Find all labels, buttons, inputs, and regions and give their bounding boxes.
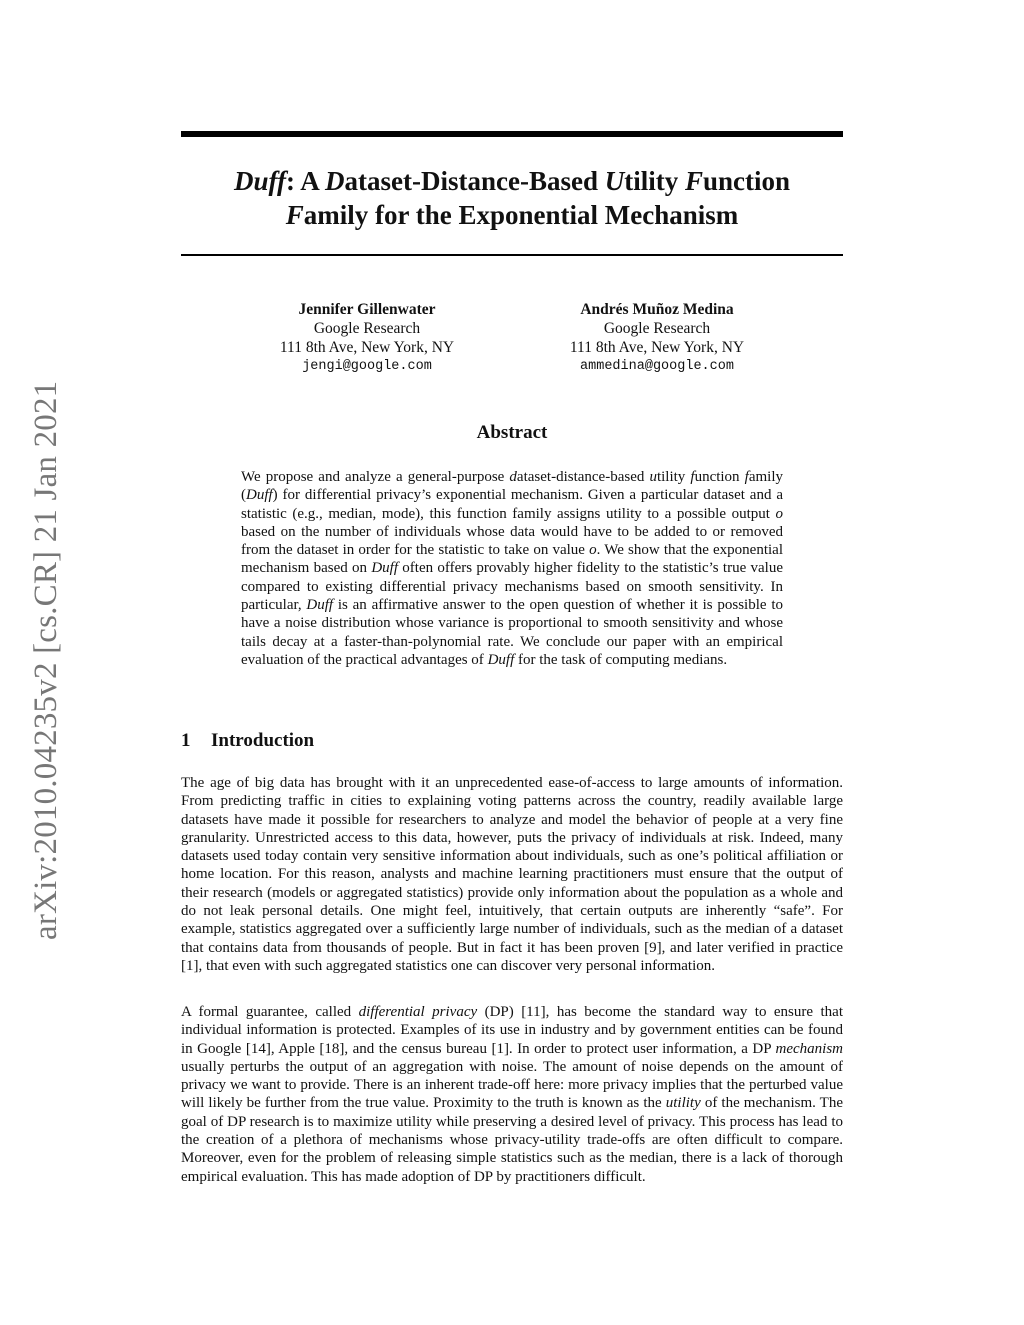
abstract-text: We propose and analyze a general-purpose: [241, 469, 510, 485]
author-name: Andrés Muñoz Medina: [580, 301, 734, 318]
title-part: D: [325, 166, 345, 196]
paragraph-text: (DP) [11], has become the standard way to ensure that individual information is protected. Examples of its use in industry and by government entities can be found in Google [14], Apple [18], and the census bureau [1]. In order to protect user information, a DP: [181, 1004, 843, 1057]
abstract-text: Duff: [487, 651, 515, 668]
title-duff: Duff: [233, 166, 286, 196]
paragraph-text: A formal guarantee, called: [181, 1004, 359, 1020]
abstract-text: u: [649, 469, 657, 485]
abstract-text: f: [744, 469, 749, 485]
paragraph-text: differential privacy: [358, 1004, 478, 1020]
abstract-text: o: [775, 505, 783, 522]
abstract-text: f: [690, 469, 695, 485]
abstract-text: ataset-distance-based: [516, 469, 650, 485]
paragraph-text: utility: [665, 1095, 701, 1112]
paragraph-text: of the mechanism. The goal of DP research is to maximize utility while preserving a desired level of privacy. This process has lead to the creation of a plethora of mechanisms whose privacy-utility trade-offs are often difficult to compare. Moreover, even for the problem of releasing simple statistics such as the median, there is a lack of thorough empirical evaluation. This has made adoption of DP by practitioners difficult.: [181, 1095, 843, 1185]
author-email[interactable]: jengi@google.com: [302, 359, 432, 374]
title-part: amily for the Exponential Mechanism: [303, 200, 739, 230]
abstract-text: . We show that the exponential mechanism based on: [241, 542, 783, 577]
title-part: ataset-Distance-Based: [344, 166, 605, 196]
section-title: Introduction: [211, 730, 315, 751]
paper-title: [181, 164, 843, 232]
paragraph-text: usually perturbs the output of an aggregation with noise. The amount of noise depends on the amount of privacy we want to provide. There is an inherent trade-off here: more privacy implies that the perturbed value will likely be further from the true value. Proximity to the truth is known as the: [181, 1058, 843, 1112]
title-rule-bottom: [181, 254, 843, 256]
section-heading-introduction: [181, 730, 314, 752]
abstract-text: Duff: [306, 597, 334, 614]
abstract-text: often offers provably higher fidelity to the statistic’s true value compared to existing differential privacy mechanisms based on smooth sensitivity. In particular,: [241, 560, 783, 614]
title-part: U: [604, 166, 625, 196]
abstract-text: based on the number of individuals whose data would have to be added to or removed from the dataset in order for the statistic to take on value: [241, 523, 783, 559]
author-name: Jennifer Gillenwater: [298, 301, 436, 318]
abstract-text: Duff: [246, 487, 273, 504]
title-rule-top: [181, 131, 843, 137]
title-part: tility: [624, 166, 685, 196]
author-address: 111 8th Ave, New York, NY: [569, 339, 745, 356]
author-affiliation: Google Research: [603, 320, 711, 337]
abstract-heading: Abstract: [476, 422, 548, 443]
author-address: 111 8th Ave, New York, NY: [279, 339, 455, 356]
title-part: unction: [702, 166, 791, 196]
title-line-2: [181, 198, 843, 232]
abstract-text: is an affirmative answer to the open question of whether it is possible to have a noise distribution whose variance is proportional to smooth sensitivity and whose tails decay at a faster-than-polynomial rate. We conclude our paper with an empirical evaluation of the practical advantages of: [241, 597, 783, 668]
abstract-text: tility: [656, 469, 691, 485]
abstract-text: amily (: [241, 469, 783, 504]
abstract-text: o: [589, 542, 597, 559]
title-part: F: [285, 200, 304, 230]
title-line-1: [181, 164, 843, 198]
intro-paragraph-1: The age of big data has brought with it an unprecedented ease-of-access to large amounts of information. From predicting traffic in cities to explaining voting patterns across the country, readily available large datasets have made it possible for researchers to analyze and model the behavior of people at a very fine granularity. Unrestricted access to this data, however, puts the privacy of individuals at risk. Indeed, many datasets used today contain very sensitive information about individuals, such as one’s political affiliation or home location. For this reason, analysts and machine learning practitioners must ensure that the output of their research (models or aggregated statistics) provide only information about the population as a whole and do not leak personal details. One might feel, intuitively, that certain outputs are inherently “safe”. For example, statistics aggregated over a sufficiently large number of individuals, such as the median of a dataset that contains data from thousands of people. But in fact it has been proven [9], and later verified in practice [1], that even with such aggregated statistics one can discover very personal information.: [181, 775, 843, 974]
section-number: 1: [181, 730, 191, 751]
author-2: [537, 300, 777, 376]
abstract-text: for the task of computing medians.: [514, 651, 728, 668]
author-email[interactable]: ammedina@google.com: [580, 359, 734, 374]
arxiv-stamp: arXiv:2010.04235v2 [cs.CR] 21 Jan 2021: [28, 380, 64, 940]
intro-paragraph-2: [181, 1003, 843, 1186]
abstract-text: unction: [694, 469, 745, 485]
abstract-text: d: [509, 469, 517, 485]
author-1: [247, 300, 487, 376]
abstract-text: Duff: [371, 560, 398, 577]
abstract-text: ) for differential privacy’s exponential mechanism. Given a particular dataset and a statistic (e.g., median, mode), this function family assigns utility to a possible output: [241, 487, 783, 522]
title-part: F: [684, 166, 703, 196]
abstract-body: [241, 468, 783, 669]
paragraph-text: mechanism: [775, 1040, 843, 1057]
author-affiliation: Google Research: [313, 320, 421, 337]
title-part: : A: [285, 166, 325, 196]
